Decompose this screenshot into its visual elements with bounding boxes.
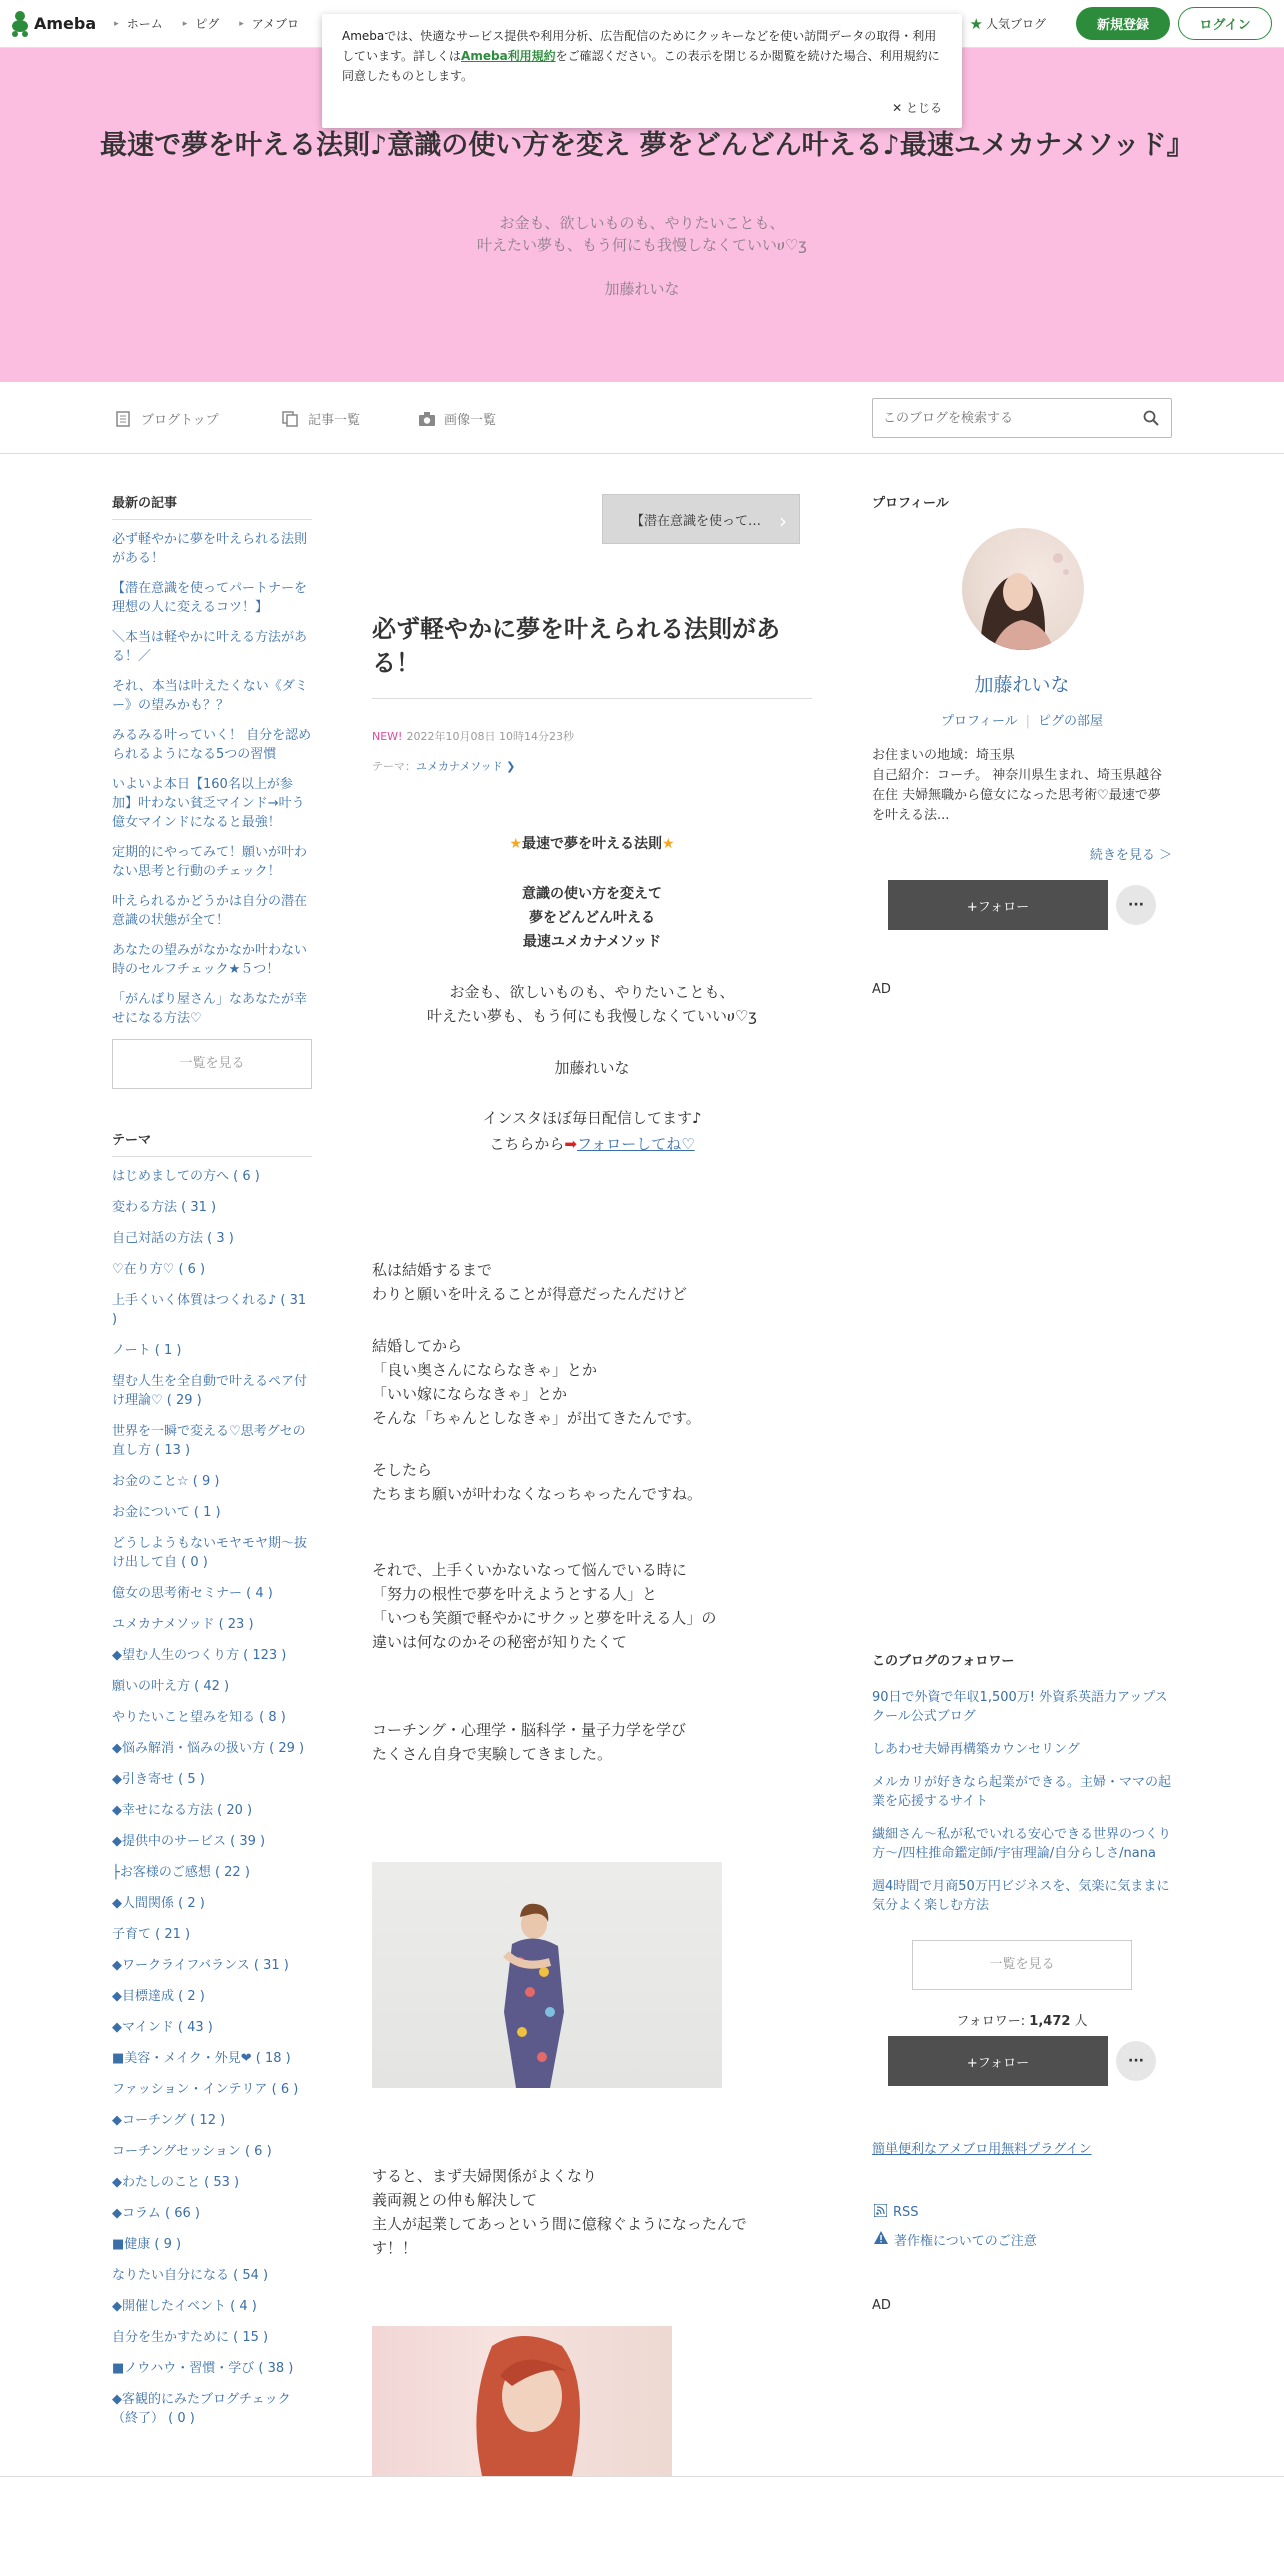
chevron-right-icon: ▸ [182, 18, 188, 29]
theme-item[interactable]: 変わる方法 ( 31 ) [112, 1200, 217, 1215]
theme-item[interactable]: コーチングセッション ( 6 ) [112, 2144, 272, 2159]
recent-article-item[interactable]: いよいよ本日【160名以上が参加】叶わない貧乏マインド→叶う億女マインドになると最強！ [112, 777, 305, 830]
paragraph-4: それで、上手くいかないなって悩んでいる時に 「努力の根性で夢を叶えようとする人」と 「いつも笑顔で軽やかにサクッと夢を叶える人」の 違いは何なのかその秘密が知りたくて [372, 1561, 717, 1651]
lead-subtitle: 意識の使い方を変えて 夢をどんどん叶える 最速ユメカナメソッド [522, 886, 662, 950]
theme-item[interactable]: ◆引き寄せ ( 5 ) [112, 1772, 205, 1787]
theme-item[interactable]: 億女の思考術セミナー ( 4 ) [112, 1586, 273, 1601]
theme-item[interactable]: ◆開催したイベント ( 4 ) [112, 2299, 257, 2314]
popular-blogs-link[interactable]: ★ 人気ブログ [969, 14, 1046, 33]
camera-icon [418, 411, 434, 427]
register-button[interactable]: 新規登録 [1076, 7, 1170, 40]
cookie-banner: Amebaでは、快適なサービス提供や利用分析、広告配信のためにクッキーなどを使い訪問データの取得・利用しています。詳しくはAmeba利用規約をご確認ください。この表示を閉じるか閲覧を続けた場合、利用規約に同意したものとします。 ✕ とじる [322, 14, 962, 128]
follower-count: フォロワー: 1,472 人 [956, 2014, 1088, 2029]
recent-article-item[interactable]: 定期的にやってみて！願いが叶わない思考と行動のチェック！ [112, 845, 308, 879]
terms-link[interactable]: Ameba利用規約 [461, 49, 556, 63]
recent-article-item[interactable]: ＼本当は軽やかに叶える方法がある！／ [112, 630, 308, 664]
recent-articles-more-button[interactable]: 一覧を見る [112, 1039, 312, 1089]
follower-blog-item[interactable]: 90日で外資で年収1,500万! 外資系英語力アップスクール公式ブログ [872, 1690, 1168, 1724]
theme-item[interactable]: ◆ワークライフバランス ( 31 ) [112, 1958, 289, 1973]
theme-item[interactable]: ■ノウハウ・習慣・学び ( 38 ) [112, 2361, 294, 2376]
theme-item[interactable]: ◆マインド ( 43 ) [112, 2020, 213, 2035]
footer-divider [0, 2476, 1284, 2477]
theme-item[interactable]: ◆提供中のサービス ( 39 ) [112, 1834, 266, 1849]
theme-item[interactable]: ◆人間関係 ( 2 ) [112, 1896, 205, 1911]
followers-list [872, 1688, 1172, 1929]
article-theme: テーマ：ユメカナメソッド ❯ [372, 760, 516, 773]
theme-item[interactable]: ◆目標達成 ( 2 ) [112, 1989, 205, 2004]
theme-item[interactable]: 世界を一瞬で変える♡思考グセの直し方 ( 13 ) [112, 1424, 306, 1458]
theme-item[interactable]: ユメカナメソッド ( 23 ) [112, 1617, 254, 1632]
article-meta [372, 728, 574, 744]
profile-intro: 自己紹介：コーチ。 神奈川県生まれ、埼玉県越谷在住 夫婦無職から億女になった思考術♡最速で夢を叶える法... [872, 768, 1163, 823]
profile-info [872, 746, 1172, 826]
theme-item[interactable]: なりたい自分になる ( 54 ) [112, 2268, 269, 2283]
paragraph-6: すると、まず夫婦関係がよくなり 義両親との仲も解決して 主人が起業してあっという間に億稼ぐようになったんで す！！ [372, 2167, 747, 2257]
woman-portrait-image [372, 2326, 672, 2476]
chevron-right-icon: ▸ [114, 18, 119, 29]
article-photo-1[interactable] [372, 1862, 722, 2088]
insta-notice: インスタほぼ毎日配信してます♪ [482, 1109, 702, 1127]
pigg-room-link[interactable]: ピグの部屋 [1038, 714, 1104, 729]
theme-item[interactable]: ├お客様のご感想 ( 22 ) [112, 1865, 250, 1880]
follower-blog-item[interactable]: しあわせ夫婦再構築カウンセリング [872, 1742, 1080, 1757]
theme-item[interactable]: ◆望む人生のつくり方 ( 123 ) [112, 1648, 287, 1663]
article-date: 2022年10月08日 10時14分23秒 [406, 730, 574, 743]
global-nav-pigg[interactable]: ▸ ピグ [182, 17, 220, 31]
right-sidebar [872, 492, 1172, 2313]
paragraph-2: 結婚してから 「良い奥さんにならなきゃ」とか 「いい嫁にならなきゃ」とか そんな「ちゃんとしなきゃ」が出てきたんです。 [372, 1337, 701, 1427]
theme-item[interactable]: ノート ( 1 ) [112, 1343, 182, 1358]
read-more-link[interactable]: 続きを見る ＞ [1089, 848, 1172, 863]
themes-heading: テーマ [112, 1129, 312, 1157]
theme-item[interactable]: ◆わたしのこと ( 53 ) [112, 2175, 240, 2190]
recent-articles-list [112, 530, 312, 1028]
ameba-logo-icon [10, 11, 30, 37]
prev-article-button[interactable]: 【潜在意識を使って… › [602, 494, 800, 544]
header-actions [970, 7, 1272, 40]
theme-item[interactable]: 自己対話の方法 ( 3 ) [112, 1231, 234, 1246]
blog-description: お金も、欲しいものも、やりたいことも、 叶えたい夢も、もう何にも我慢しなくていいሀ♡ӡ [477, 214, 807, 254]
recent-article-item[interactable]: みるみる叶っていく！ 自分を認められるようになる5つの習慣 [112, 728, 312, 762]
recent-articles-heading: 最新の記事 [112, 492, 312, 520]
theme-item[interactable]: ◆客観的にみたブログチェック（終了） ( 0 ) [112, 2392, 291, 2426]
plugin-link[interactable]: 簡単便利なアメブロ用無料プラグイン [872, 2142, 1092, 2157]
more-options-button-2[interactable]: ··· [1116, 2041, 1156, 2081]
document-icon [115, 411, 131, 427]
nav-image-list[interactable]: 画像一覧 [418, 409, 496, 428]
follow-button-2[interactable]: +フォロー [888, 2036, 1108, 2086]
theme-item[interactable]: 上手くいく体質はつくれる♪ ( 31 ) [112, 1293, 307, 1327]
ad-label-2: AD [872, 2298, 891, 2313]
profile-location: お住まいの地域：埼玉県 [872, 748, 1016, 763]
profile-avatar[interactable] [962, 528, 1084, 650]
instagram-follow-link[interactable]: フォローしてね♡ [576, 1135, 695, 1153]
theme-item[interactable]: はじめましての方へ ( 6 ) [112, 1169, 260, 1184]
woman-portrait-image [372, 1862, 722, 2088]
paragraph-5: コーチング・心理学・脳科学・量子力学を学び たくさん自身で実験してきました。 [372, 1721, 686, 1763]
profile-name[interactable]: 加藤れいな [974, 674, 1070, 696]
theme-item[interactable]: ◆コーチング ( 12 ) [112, 2113, 226, 2128]
global-nav-home[interactable]: ▸ ホーム [114, 17, 163, 31]
paragraph-3: そしたら たちまち願いが叶わなくなっちゃったんですね。 [372, 1461, 703, 1503]
article-theme-link[interactable]: ユメカナメソッド [416, 760, 503, 773]
theme-item[interactable]: ◆悩み解消・悩みの扱い方 ( 29 ) [112, 1741, 305, 1756]
theme-item[interactable]: 望む人生を全自動で叶えるペア付け理論♡ ( 29 ) [112, 1374, 308, 1408]
lead-author: 加藤れいな [554, 1059, 630, 1077]
theme-item[interactable]: 願いの叶え方 ( 42 ) [112, 1679, 230, 1694]
blog-search-input[interactable] [873, 399, 1123, 437]
theme-item[interactable]: お金について ( 1 ) [112, 1505, 221, 1520]
profile-link[interactable]: プロフィール [940, 714, 1018, 729]
ad-label: AD [872, 982, 891, 997]
blog-title[interactable]: 最速で夢を叶える法則♪意識の使い方を変え 夢をどんどん叶える♪最速ユメカナメソッド』 [100, 130, 1194, 161]
theme-item[interactable]: ◆コラム ( 66 ) [112, 2206, 200, 2221]
theme-item[interactable]: ■美容・メイク・外見❤ ( 18 ) [112, 2051, 291, 2066]
global-nav-ameblo[interactable]: ▸ アメブロ [239, 17, 300, 31]
theme-item[interactable]: 自分を生かすために ( 15 ) [112, 2330, 269, 2345]
global-nav [114, 15, 319, 32]
blog-nav [0, 382, 1284, 454]
recent-article-item[interactable]: 「がんばり屋さん」なあなたが幸せになる方法♡ [112, 992, 308, 1026]
more-options-button[interactable]: ··· [1116, 885, 1156, 925]
star-icon: ★ [969, 14, 983, 33]
recent-article-item[interactable]: 叶えられるかどうかは自分の潜在意識の状態が全て！ [112, 894, 308, 928]
nav-blog-top[interactable]: ブログトップ [115, 409, 219, 428]
theme-item[interactable]: お金のこと☆ ( 9 ) [112, 1474, 220, 1489]
paragraph-1: 私は結婚するまで わりと願いを叶えることが得意だったんだけど [372, 1261, 688, 1303]
ameba-logo-text: Ameba [34, 14, 97, 33]
followers-more-button[interactable]: 一覧を見る [912, 1940, 1132, 1990]
theme-item[interactable]: ♡在り方♡ ( 6 ) [112, 1262, 206, 1277]
theme-item[interactable]: 子育て ( 21 ) [112, 1927, 191, 1942]
star-emoji-icon: ★ [662, 836, 675, 852]
profile-links: プロフィール | ピグの部屋 [940, 714, 1104, 729]
arrow-right-icon: ➡ [564, 1135, 577, 1153]
recent-article-item[interactable]: 【潜在意識を使ってパートナーを理想の人に変えるコツ！】 [112, 581, 308, 615]
ameba-logo[interactable] [10, 11, 96, 37]
follow-button[interactable]: +フォロー [888, 880, 1108, 930]
copyright-notice-link[interactable]: 著作権についてのご注意 [874, 2230, 1037, 2249]
warning-icon [874, 2231, 888, 2248]
nav-article-list[interactable]: 記事一覧 [282, 409, 360, 428]
article-title[interactable]: 必ず軽やかに夢を叶えられる法則がある！ [372, 615, 780, 677]
blog-search [872, 398, 1172, 438]
recent-article-item[interactable]: 必ず軽やかに夢を叶えられる法則がある！ [112, 532, 308, 566]
blog-author: 加藤れいな [604, 280, 680, 298]
new-badge: NEW! [372, 730, 403, 743]
lead-title: ★最速で夢を叶える法則★ [509, 836, 675, 852]
follower-blog-item[interactable]: 週4時間で月商50万円ビジネスを、気楽に気ままに気分よく楽しむ方法 [872, 1879, 1170, 1913]
profile-heading: プロフィール [872, 496, 949, 511]
left-sidebar [112, 492, 312, 2440]
copy-icon [282, 411, 298, 427]
followers-heading: このブログのフォロワー [872, 1654, 1015, 1669]
recent-article-item[interactable]: それ、本当は叶えたくない《ダミー》の望みかも？？ [112, 679, 308, 713]
cookie-close-button[interactable]: ✕ とじる [892, 101, 942, 115]
title-divider [372, 698, 812, 699]
search-icon[interactable] [1143, 410, 1159, 426]
lead-description: お金も、欲しいものも、やりたいことも、 叶えたい夢も、もう何にも我慢しなくていいሀ♡ӡ [427, 983, 757, 1025]
theme-item[interactable]: ■健康 ( 9 ) [112, 2237, 182, 2252]
recent-article-item[interactable]: あなたの望みがなかなか叶わない時のセルフチェック★５つ！ [112, 943, 308, 977]
theme-item[interactable]: ファッション・インテリア ( 6 ) [112, 2082, 299, 2097]
follow-line: こちらから➡フォローしてね♡ [489, 1135, 695, 1153]
theme-item[interactable]: やりたいこと望みを知る ( 8 ) [112, 1710, 286, 1725]
chevron-right-icon: › [779, 509, 787, 533]
chevron-right-icon: ▸ [239, 18, 244, 29]
rss-link[interactable]: RSS [874, 2204, 919, 2221]
theme-item[interactable]: どうしようもないモヤモヤ期〜抜け出して自 ( 0 ) [112, 1536, 308, 1570]
article-photo-2[interactable] [372, 2326, 672, 2476]
rss-icon [874, 2204, 887, 2221]
themes-section [112, 1129, 312, 2428]
login-button[interactable]: ログイン [1178, 7, 1272, 40]
follower-blog-item[interactable]: 繊細さん～私が私でいれる安心できる世界のつくり方〜/四柱推命鑑定師/宇宙理論/自分らしさ/nana [872, 1827, 1172, 1861]
themes-list [112, 1167, 312, 2428]
follower-blog-item[interactable]: メルカリが好きなら起業ができる。主婦・ママの起業を応援するサイト [872, 1775, 1172, 1809]
theme-item[interactable]: ◆幸せになる方法 ( 20 ) [112, 1803, 253, 1818]
star-emoji-icon: ★ [509, 836, 522, 852]
